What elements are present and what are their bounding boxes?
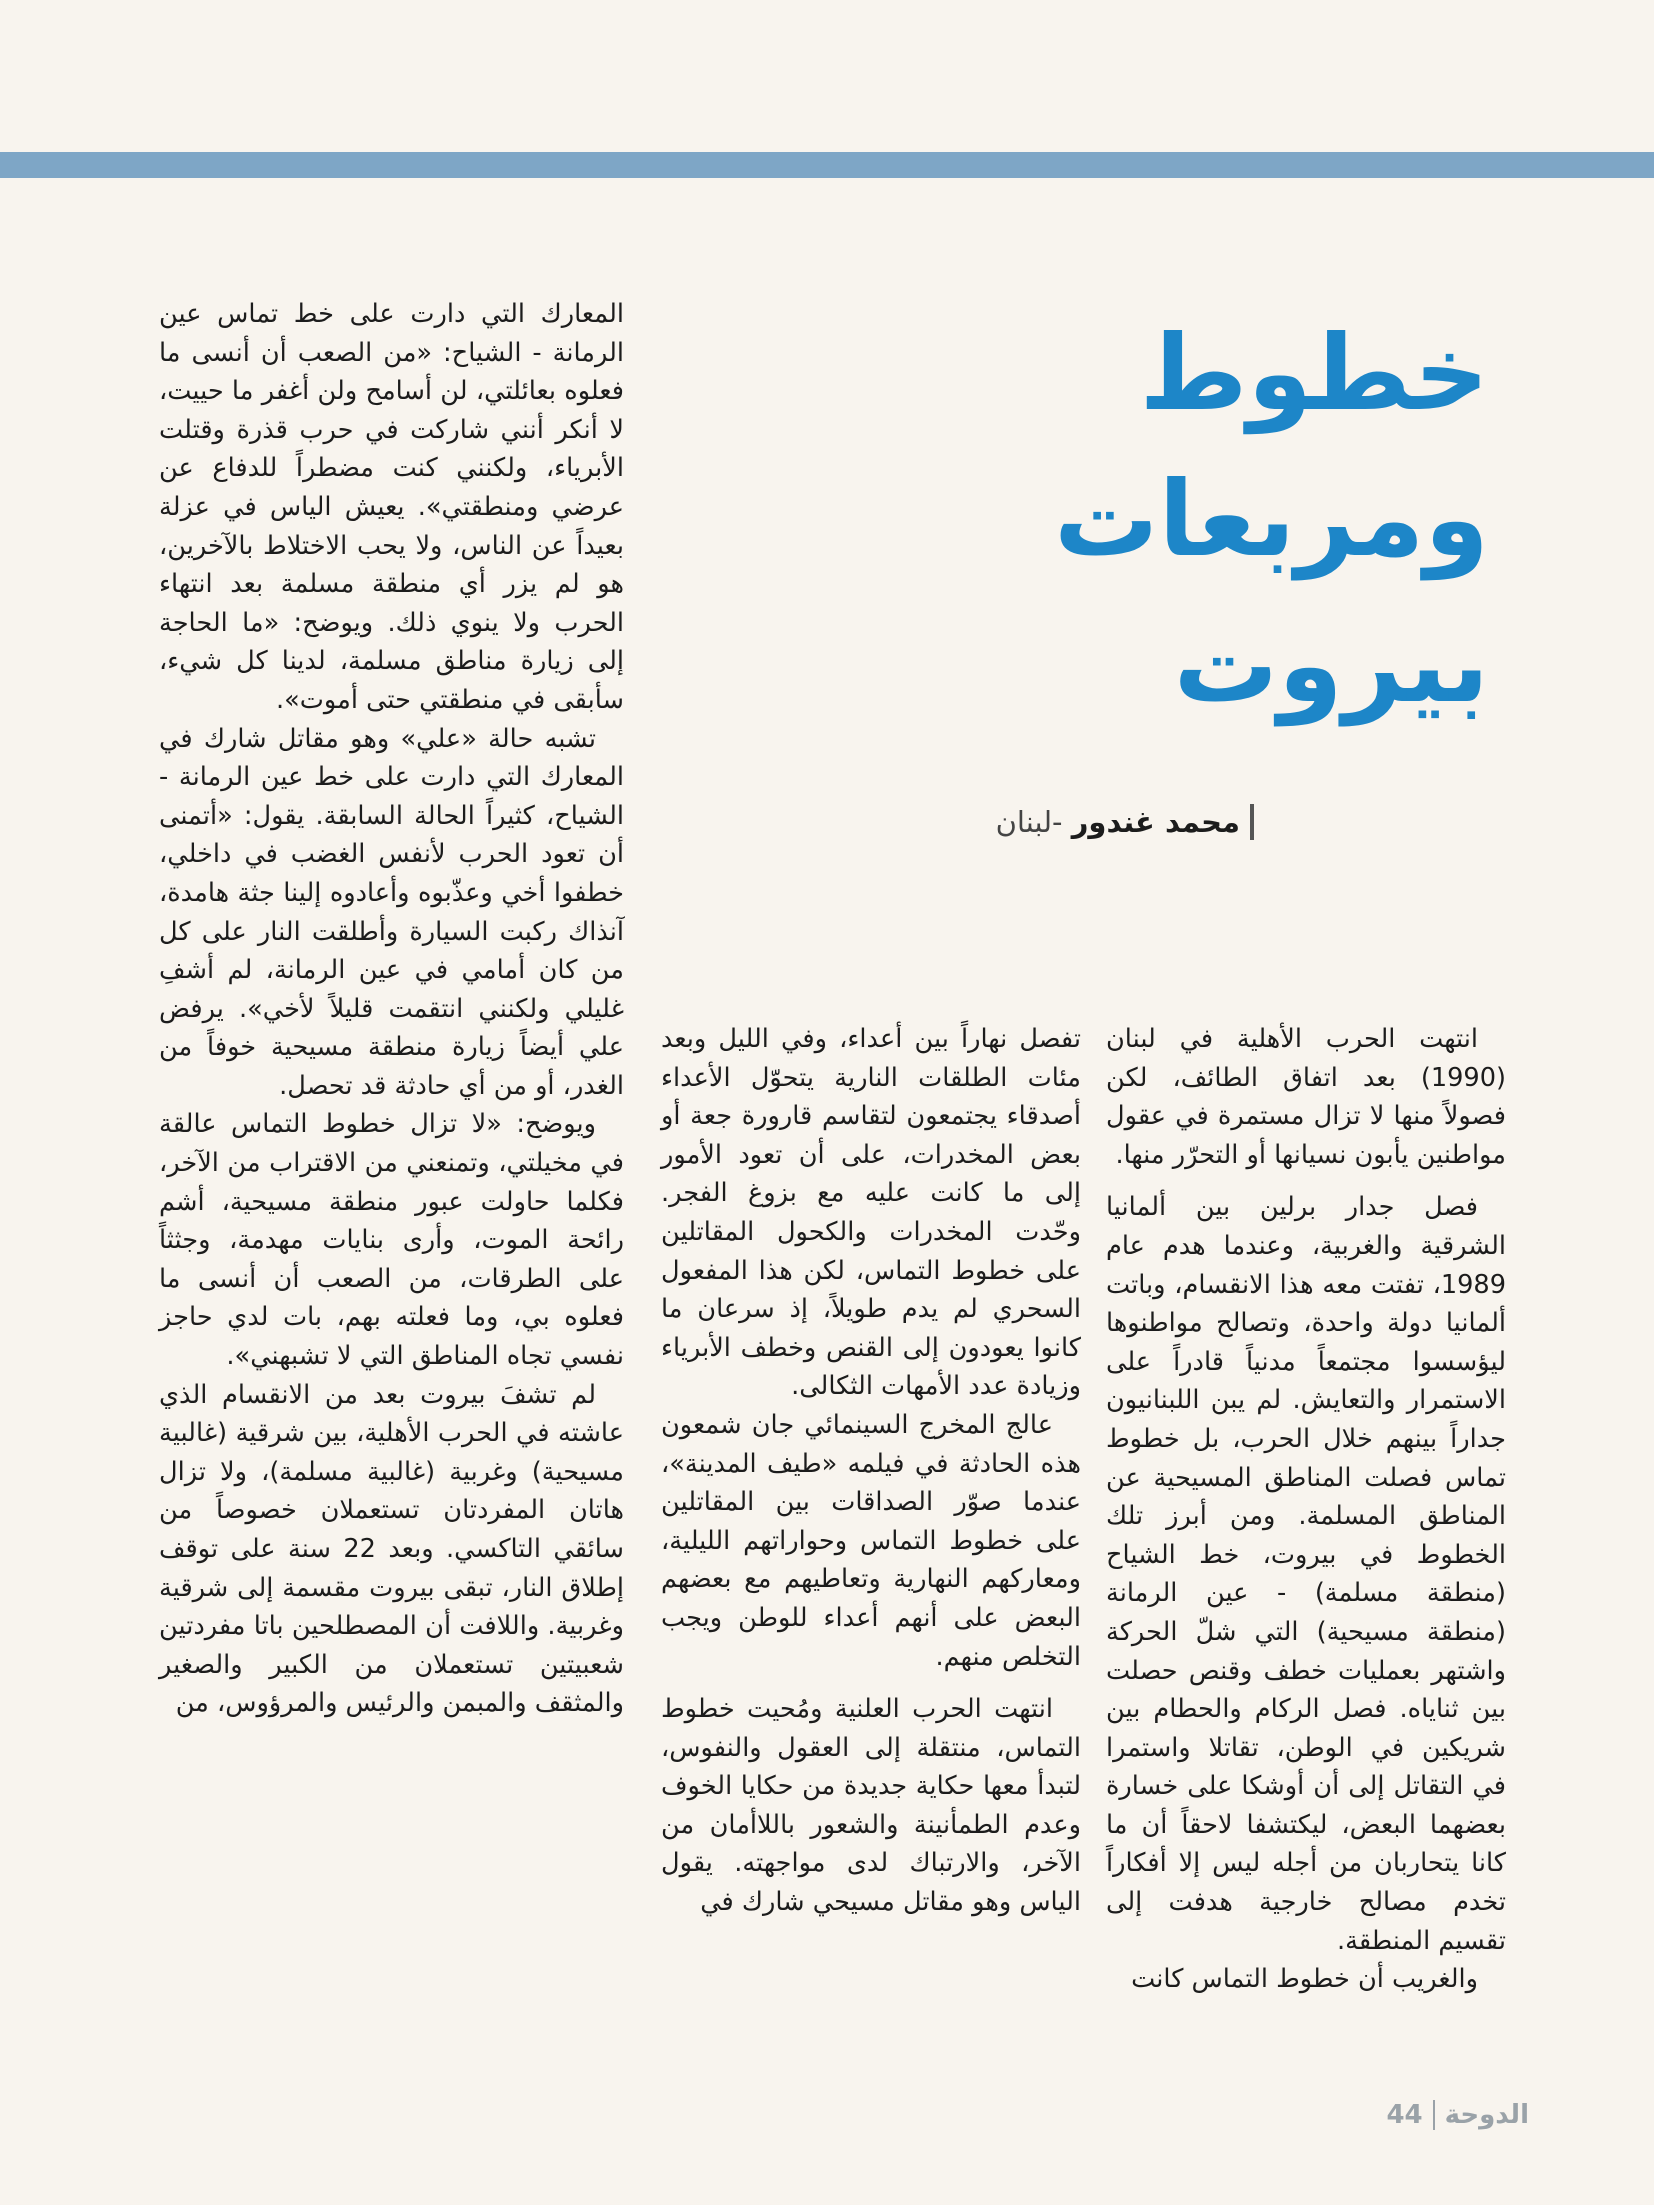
- paragraph: انتهت الحرب الأهلية في لبنان (1990) بعد اتفاق الطائف، لكن فصولاً منها لا تزال مستمرة في عقول مواطنين يأبون نسيانها أو التحرّر منها.: [1106, 1024, 1506, 1170]
- page-number: 44: [1386, 2100, 1423, 2130]
- author-country: -لبنان: [995, 805, 1063, 839]
- title-line-1: خطوط: [1139, 312, 1489, 434]
- column-middle: [661, 1020, 1081, 1922]
- paragraph: والغريب أن خطوط التماس كانت: [1131, 1964, 1478, 1995]
- author-name: محمد غندور: [1071, 805, 1240, 839]
- paragraph: المعارك التي دارت على خط تماس عين الرمانة - الشياح: «من الصعب أن أنسى ما فعلوه بعائلتي، لن أسامح ولن أغفر ما حييت، لا أنكر أنني شاركت في حرب قذرة وقتلت الأبرياء، ولكنني كنت مضطراً للدفاع عن عرضي ومنطقتي». يعيش الياس في عزلة بعيداً عن الناس، ولا يحب الاختلاط بالآخرين، هو لم يزر أي منطقة مسلمة بعد انتهاء الحرب ولا ينوي ذلك. ويوضح: «ما الحاجة إلى زيارة مناطق مسلمة، لدينا كل شيء، سأبقى في منطقتي حتى أموت».: [159, 299, 624, 715]
- column-right: [1106, 1020, 1506, 1999]
- paragraph: تشبه حالة «علي» وهو مقاتل شارك في المعارك التي دارت على خط عين الرمانة - الشياح، كثيراً الحالة السابقة. يقول: «أتمنى أن تعود الحرب لأنفس الغضب في داخلي، خطفوا أخي وعذّبوه وأعادوه إلينا جثة هامدة، آنذاك ركبت السيارة وأطلقت النار على كل من كان أمامي في عين الرمانة، لم أشفِ غليلي ولكنني انتقمت قليلاً لأخي». يرفض علي أيضاً زيارة منطقة مسيحية خوفاً من الغدر، أو من أي حادثة قد تحصل.: [159, 723, 624, 1101]
- paragraph: انتهت الحرب العلنية ومُحيت خطوط التماس، منتقلة إلى العقول والنفوس، لتبدأ معها حكاية جديدة من حكايا الخوف وعدم الطمأنينة والشعور باللاأمان من الآخر، والارتباك لدى مواجهته. يقول الياس وهو مقاتل مسيحي شارك في: [661, 1694, 1081, 1918]
- paragraph: فصل جدار برلين بين ألمانيا الشرقية والغربية، وعندما هدم عام 1989، تفتت معه هذا الانقسام، وباتت ألمانيا دولة واحدة، وتصالح مواطنوها ليؤسسوا مجتمعاً مدنياً قادراً على الاستمرار والتعايش. لم يبن اللبنانيون جداراً بينهم خلال الحرب، بل خطوط تماس فصلت المناطق المسيحية عن المناطق المسلمة. ومن أبرز تلك الخطوط في بيروت، خط الشياح (منطقة مسلمة) - عين الرمانة (منطقة مسيحية) التي شلّ الحركة واشتهر بعمليات خطف وقنص حصلت بين ثناياه. فصل الركام والحطام بين شريكين في الوطن، تقاتلا واستمرا في التقاتل إلى أن أوشكا على خسارة بعضهما البعض، ليكتشفا لاحقاً أن ما كانا يتحاربان من أجله ليس إلا أفكاراً تخدم مصالح خارجية هدفت إلى تقسيم المنطقة.: [1106, 1192, 1506, 1956]
- column-left: [159, 295, 624, 1723]
- paragraph: ويوضح: «لا تزال خطوط التماس عالقة في مخيلتي، وتمنعني من الاقتراب من الآخر، فكلما حاولت عبور منطقة مسيحية، أشم رائحة الموت، وأرى بنايات مهدمة، وجثثاً على الطرقات، من الصعب أن أنسى ما فعلوه بي، وما فعلته بهم، بات لدي حاجز نفسي تجاه المناطق التي لا تشبهني».: [159, 1109, 624, 1372]
- paragraph: لم تشفَ بيروت بعد من الانقسام الذي عاشته في الحرب الأهلية، بين شرقية (غالبية مسيحية) وغربية (غالبية مسلمة)، ولا تزال هاتان المفردتان تستعملان خصوصاً من سائقي التاكسي. وبعد 22 سنة على توقف إطلاق النار، تبقى بيروت مقسمة إلى شرقية وغربية. واللافت أن المصطلحين باتا مفردتين شعبيتين تستعملان من الكبير والصغير والمثقف والمبمن والرئيس والمرؤوس، من: [159, 1379, 625, 1719]
- byline: [920, 804, 1254, 840]
- header-band: [0, 152, 1654, 178]
- magazine-name: الدوحة: [1444, 2100, 1529, 2130]
- article-title: [769, 300, 1489, 738]
- title-line-2: ومربعات بيروت: [1053, 458, 1489, 726]
- page-footer: [1386, 2100, 1529, 2130]
- paragraph: عالج المخرج السينمائي جان شمعون هذه الحادثة في فيلمه «طيف المدينة»، عندما صوّر الصداقات بين المقاتلين على خطوط التماس وحواراتهم الليلية، ومعاركهم النهارية وتعاطيهم مع بعضهم البعض على أنهم أعداء للوطن ويجب التخلص منهم.: [661, 1409, 1081, 1672]
- footer-divider: [1433, 2100, 1435, 2130]
- paragraph: تفصل نهاراً بين أعداء، وفي الليل وبعد مئات الطلقات النارية يتحوّل الأعداء أصدقاء يجتمعون لتقاسم قارورة جعة أو بعض المخدرات، على أن تعود الأمور إلى ما كانت عليه مع بزوغ الفجر. وحّدت المخدرات والكحول المقاتلين على خطوط التماس، لكن هذا المفعول السحري لم يدم طويلاً، إذ سرعان ما كانوا يعودون إلى القنص وخطف الأبرياء وزيادة عدد الأمهات الثكالى.: [661, 1024, 1081, 1402]
